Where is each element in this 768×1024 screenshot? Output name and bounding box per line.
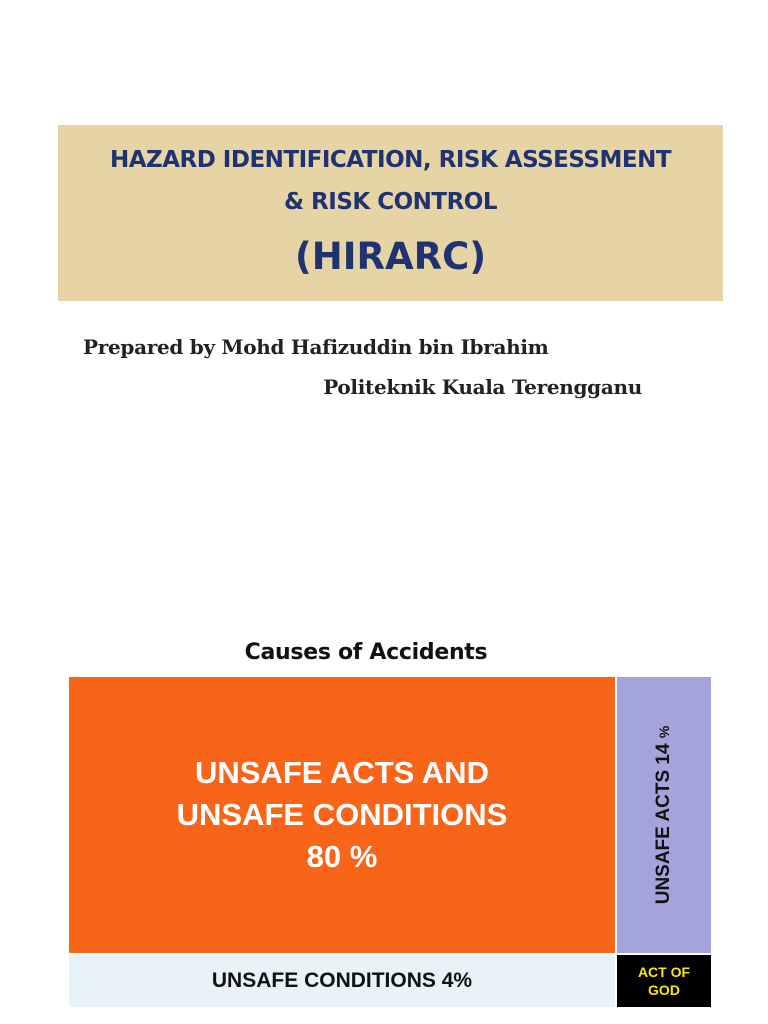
title-banner: [58, 125, 723, 301]
title-line-2: & RISK CONTROL: [283, 189, 498, 215]
cell-unsafe-acts-and-conditions: [69, 677, 615, 953]
main-line-1: UNSAFE ACTS AND: [195, 755, 489, 790]
causes-diagram: [69, 677, 711, 1007]
main-percent: 80 %: [306, 839, 378, 874]
title-acronym: (HIRARC): [294, 235, 487, 278]
unsafe-acts-label: [653, 726, 675, 905]
prepared-by: Prepared by Mohd Hafizuddin bin Ibrahim: [83, 335, 549, 359]
causes-heading: Causes of Accidents: [244, 640, 488, 665]
unsafe-conditions-label: UNSAFE CONDITIONS 4%: [211, 969, 473, 992]
title-line-1: HAZARD IDENTIFICATION, RISK ASSESSMENT: [109, 147, 672, 173]
cell-act-of-god: [617, 955, 711, 1007]
main-line-2: UNSAFE CONDITIONS: [176, 797, 508, 832]
act-of-god-line-2: GOD: [648, 982, 680, 998]
unsafe-acts-text: UNSAFE ACTS 14: [653, 743, 674, 905]
unsafe-acts-unit: %: [656, 725, 672, 739]
cell-unsafe-acts: [617, 677, 711, 953]
cell-unsafe-conditions: [69, 955, 615, 1007]
institution: Politeknik Kuala Terengganu: [323, 375, 642, 399]
act-of-god-line-1: ACT OF: [637, 964, 691, 980]
